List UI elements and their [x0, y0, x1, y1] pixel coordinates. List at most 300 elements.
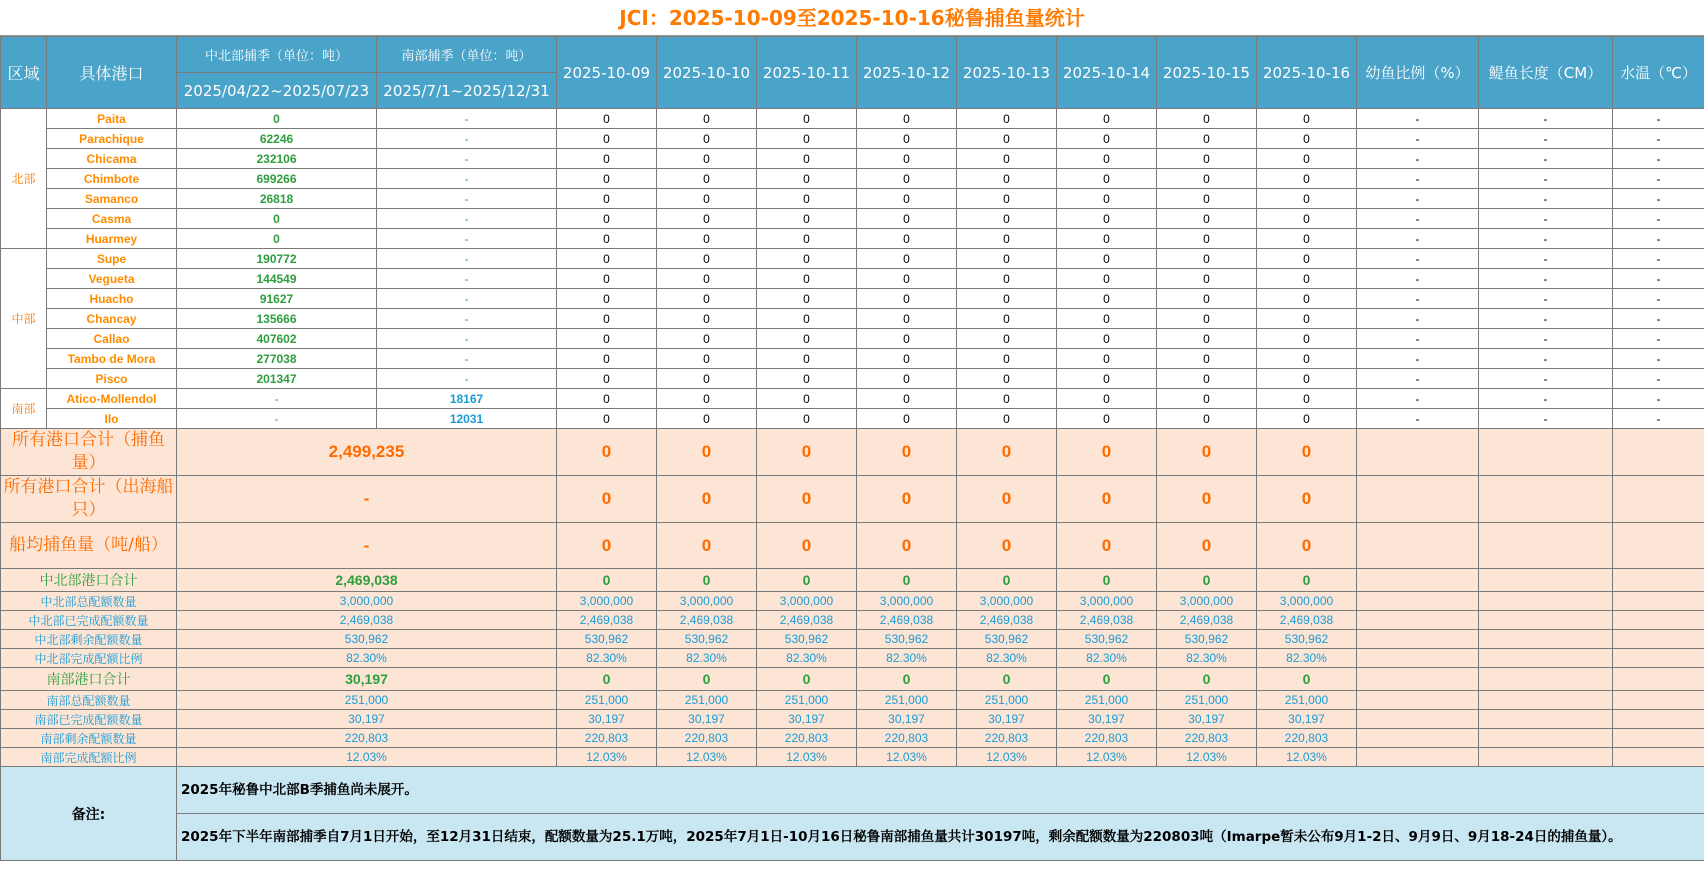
south-season-value: -: [377, 209, 557, 229]
daily-catch: 0: [857, 309, 957, 329]
quota-daily: 530,962: [757, 630, 857, 649]
daily-catch: 0: [557, 369, 657, 389]
daily-catch: 0: [957, 289, 1057, 309]
water-temp: -: [1613, 309, 1704, 329]
total-daily: 0: [957, 476, 1057, 523]
header-north-season: 中北部捕季（单位：吨）: [177, 37, 377, 73]
daily-catch: 0: [557, 289, 657, 309]
empty-cell: [1613, 569, 1704, 592]
daily-catch: 0: [1057, 389, 1157, 409]
daily-catch: 0: [1157, 269, 1257, 289]
total-daily: 0: [757, 476, 857, 523]
subtotal-daily: 0: [657, 569, 757, 592]
total-daily: 0: [557, 429, 657, 476]
subtotal-daily: 0: [1057, 569, 1157, 592]
total-value: -: [177, 523, 557, 569]
port-name: Supe: [47, 249, 177, 269]
daily-catch: 0: [657, 269, 757, 289]
daily-catch: 0: [1057, 349, 1157, 369]
daily-catch: 0: [1257, 369, 1357, 389]
empty-cell: [1357, 611, 1479, 630]
quota-daily: 2,469,038: [1057, 611, 1157, 630]
south-season-value: -: [377, 369, 557, 389]
empty-cell: [1479, 569, 1613, 592]
quota-daily: 3,000,000: [857, 592, 957, 611]
table-row: [1, 229, 1704, 249]
total-value: 2,499,235: [177, 429, 557, 476]
empty-cell: [1613, 476, 1704, 523]
south-season-value: -: [377, 149, 557, 169]
empty-cell: [1357, 748, 1479, 767]
daily-catch: 0: [557, 169, 657, 189]
quota-daily: 220,803: [1057, 729, 1157, 748]
daily-catch: 0: [1157, 249, 1257, 269]
daily-catch: 0: [1257, 129, 1357, 149]
daily-catch: 0: [857, 229, 957, 249]
empty-cell: [1357, 691, 1479, 710]
quota-daily: 82.30%: [1157, 649, 1257, 668]
empty-cell: [1479, 476, 1613, 523]
daily-catch: 0: [957, 209, 1057, 229]
daily-catch: 0: [857, 109, 957, 129]
subtotal-daily: 0: [657, 668, 757, 691]
daily-catch: 0: [1057, 209, 1157, 229]
water-temp: -: [1613, 189, 1704, 209]
port-name: Chicama: [47, 149, 177, 169]
quota-daily: 251,000: [557, 691, 657, 710]
daily-catch: 0: [557, 249, 657, 269]
quota-daily: 220,803: [857, 729, 957, 748]
daily-catch: 0: [657, 369, 757, 389]
subtotal-daily: 0: [957, 569, 1057, 592]
juvenile-ratio: -: [1357, 129, 1479, 149]
header-date: 2025-10-12: [857, 37, 957, 109]
daily-catch: 0: [1257, 149, 1357, 169]
water-temp: -: [1613, 409, 1704, 429]
table-row: [1, 209, 1704, 229]
south-season-value: -: [377, 329, 557, 349]
port-name: Ilo: [47, 409, 177, 429]
empty-cell: [1357, 592, 1479, 611]
anchovy-length: -: [1479, 289, 1613, 309]
quota-daily: 220,803: [757, 729, 857, 748]
north-season-value: 699266: [177, 169, 377, 189]
table-row: [1, 149, 1704, 169]
water-temp: -: [1613, 109, 1704, 129]
daily-catch: 0: [657, 109, 757, 129]
quota-daily: 3,000,000: [557, 592, 657, 611]
water-temp: -: [1613, 209, 1704, 229]
total-row: [1, 429, 1704, 476]
empty-cell: [1479, 668, 1613, 691]
quota-label: 南部剩余配额数量: [1, 729, 177, 748]
total-label: 所有港口合计（出海船只）: [1, 476, 177, 523]
total-daily: 0: [857, 429, 957, 476]
daily-catch: 0: [557, 149, 657, 169]
anchovy-length: -: [1479, 209, 1613, 229]
quota-daily: 251,000: [757, 691, 857, 710]
empty-cell: [1613, 611, 1704, 630]
daily-catch: 0: [557, 129, 657, 149]
quota-value: 530,962: [177, 630, 557, 649]
quota-daily: 12.03%: [957, 748, 1057, 767]
anchovy-length: -: [1479, 389, 1613, 409]
daily-catch: 0: [757, 389, 857, 409]
daily-catch: 0: [857, 409, 957, 429]
header-date: 2025-10-13: [957, 37, 1057, 109]
water-temp: -: [1613, 229, 1704, 249]
daily-catch: 0: [1157, 229, 1257, 249]
table-row: [1, 249, 1704, 269]
south-season-value: -: [377, 129, 557, 149]
page-title: JCI：2025-10-09至2025-10-16秘鲁捕鱼量统计: [0, 0, 1704, 36]
quota-daily: 30,197: [757, 710, 857, 729]
table-row: [1, 289, 1704, 309]
quota-daily: 220,803: [1257, 729, 1357, 748]
total-daily: 0: [957, 523, 1057, 569]
daily-catch: 0: [657, 169, 757, 189]
quota-daily: 30,197: [1157, 710, 1257, 729]
daily-catch: 0: [657, 409, 757, 429]
anchovy-length: -: [1479, 329, 1613, 349]
daily-catch: 0: [1257, 229, 1357, 249]
subtotal-label: 中北部港口合计: [1, 569, 177, 592]
port-name: Parachique: [47, 129, 177, 149]
quota-row: [1, 691, 1704, 710]
empty-cell: [1357, 649, 1479, 668]
daily-catch: 0: [1157, 349, 1257, 369]
table-row: [1, 109, 1704, 129]
daily-catch: 0: [557, 329, 657, 349]
daily-catch: 0: [957, 129, 1057, 149]
daily-catch: 0: [657, 209, 757, 229]
empty-cell: [1357, 476, 1479, 523]
juvenile-ratio: -: [1357, 409, 1479, 429]
quota-row: [1, 729, 1704, 748]
daily-catch: 0: [1157, 109, 1257, 129]
table-row: [1, 309, 1704, 329]
table-row: [1, 329, 1704, 349]
daily-catch: 0: [1057, 169, 1157, 189]
juvenile-ratio: -: [1357, 149, 1479, 169]
quota-daily: 220,803: [557, 729, 657, 748]
quota-daily: 2,469,038: [1257, 611, 1357, 630]
north-season-value: 0: [177, 209, 377, 229]
subtotal-daily: 0: [857, 569, 957, 592]
north-season-value: 91627: [177, 289, 377, 309]
quota-daily: 251,000: [857, 691, 957, 710]
note-line: 2025年秘鲁中北部B季捕鱼尚未展开。: [177, 767, 1704, 814]
daily-catch: 0: [657, 149, 757, 169]
quota-daily: 82.30%: [757, 649, 857, 668]
empty-cell: [1357, 569, 1479, 592]
empty-cell: [1479, 691, 1613, 710]
anchovy-length: -: [1479, 149, 1613, 169]
total-label: 所有港口合计（捕鱼量）: [1, 429, 177, 476]
juvenile-ratio: -: [1357, 369, 1479, 389]
total-label: 船均捕鱼量（吨/船）: [1, 523, 177, 569]
quota-daily: 12.03%: [1157, 748, 1257, 767]
catch-table: [0, 36, 1704, 861]
water-temp: -: [1613, 129, 1704, 149]
daily-catch: 0: [1157, 169, 1257, 189]
total-daily: 0: [1257, 476, 1357, 523]
total-daily: 0: [757, 523, 857, 569]
daily-catch: 0: [1157, 289, 1257, 309]
daily-catch: 0: [657, 289, 757, 309]
quota-daily: 12.03%: [557, 748, 657, 767]
empty-cell: [1357, 729, 1479, 748]
quota-daily: 82.30%: [857, 649, 957, 668]
north-season-value: 190772: [177, 249, 377, 269]
empty-cell: [1479, 729, 1613, 748]
daily-catch: 0: [557, 189, 657, 209]
anchovy-length: -: [1479, 229, 1613, 249]
total-value: -: [177, 476, 557, 523]
daily-catch: 0: [657, 329, 757, 349]
daily-catch: 0: [1257, 169, 1357, 189]
south-season-value: -: [377, 349, 557, 369]
daily-catch: 0: [957, 169, 1057, 189]
north-season-value: 277038: [177, 349, 377, 369]
quota-label: 南部总配额数量: [1, 691, 177, 710]
quota-daily: 2,469,038: [857, 611, 957, 630]
daily-catch: 0: [957, 409, 1057, 429]
total-daily: 0: [857, 523, 957, 569]
daily-catch: 0: [757, 129, 857, 149]
daily-catch: 0: [657, 229, 757, 249]
juvenile-ratio: -: [1357, 329, 1479, 349]
empty-cell: [1613, 668, 1704, 691]
total-daily: 0: [757, 429, 857, 476]
table-row: [1, 369, 1704, 389]
quota-daily: 220,803: [1157, 729, 1257, 748]
total-daily: 0: [657, 429, 757, 476]
quota-daily: 2,469,038: [657, 611, 757, 630]
anchovy-length: -: [1479, 349, 1613, 369]
daily-catch: 0: [1157, 369, 1257, 389]
daily-catch: 0: [857, 289, 957, 309]
daily-catch: 0: [957, 109, 1057, 129]
total-daily: 0: [657, 476, 757, 523]
subtotal-daily: 0: [757, 569, 857, 592]
port-name: Callao: [47, 329, 177, 349]
south-season-value: -: [377, 189, 557, 209]
juvenile-ratio: -: [1357, 209, 1479, 229]
empty-cell: [1479, 611, 1613, 630]
header-north-period: 2025/04/22~2025/07/23: [177, 73, 377, 109]
south-season-value: -: [377, 229, 557, 249]
daily-catch: 0: [1057, 189, 1157, 209]
daily-catch: 0: [1057, 269, 1157, 289]
total-daily: 0: [1157, 429, 1257, 476]
quota-daily: 3,000,000: [657, 592, 757, 611]
daily-catch: 0: [757, 109, 857, 129]
empty-cell: [1357, 668, 1479, 691]
empty-cell: [1613, 710, 1704, 729]
daily-catch: 0: [857, 329, 957, 349]
daily-catch: 0: [857, 129, 957, 149]
header-date: 2025-10-15: [1157, 37, 1257, 109]
daily-catch: 0: [757, 409, 857, 429]
empty-cell: [1479, 649, 1613, 668]
quota-daily: 3,000,000: [1257, 592, 1357, 611]
quota-daily: 82.30%: [657, 649, 757, 668]
daily-catch: 0: [757, 349, 857, 369]
subtotal-value: 2,469,038: [177, 569, 557, 592]
subtotal-daily: 0: [1257, 668, 1357, 691]
quota-daily: 12.03%: [857, 748, 957, 767]
quota-daily: 251,000: [1057, 691, 1157, 710]
water-temp: -: [1613, 349, 1704, 369]
north-season-value: 135666: [177, 309, 377, 329]
daily-catch: 0: [857, 189, 957, 209]
port-name: Chimbote: [47, 169, 177, 189]
quota-daily: 30,197: [957, 710, 1057, 729]
empty-cell: [1479, 748, 1613, 767]
empty-cell: [1479, 429, 1613, 476]
quota-daily: 2,469,038: [1157, 611, 1257, 630]
subtotal-daily: 0: [1157, 668, 1257, 691]
subtotal-label: 南部港口合计: [1, 668, 177, 691]
table-row: [1, 349, 1704, 369]
quota-daily: 251,000: [1257, 691, 1357, 710]
daily-catch: 0: [1257, 349, 1357, 369]
daily-catch: 0: [957, 389, 1057, 409]
port-name: Vegueta: [47, 269, 177, 289]
anchovy-length: -: [1479, 249, 1613, 269]
subtotal-daily: 0: [557, 668, 657, 691]
subtotal-row: [1, 668, 1704, 691]
quota-daily: 82.30%: [1057, 649, 1157, 668]
table-row: [1, 409, 1704, 429]
quota-daily: 2,469,038: [957, 611, 1057, 630]
north-season-value: 0: [177, 229, 377, 249]
quota-daily: 3,000,000: [1057, 592, 1157, 611]
daily-catch: 0: [757, 369, 857, 389]
quota-daily: 251,000: [1157, 691, 1257, 710]
daily-catch: 0: [557, 309, 657, 329]
daily-catch: 0: [557, 109, 657, 129]
juvenile-ratio: -: [1357, 269, 1479, 289]
total-daily: 0: [657, 523, 757, 569]
north-season-value: 144549: [177, 269, 377, 289]
quota-daily: 251,000: [657, 691, 757, 710]
empty-cell: [1613, 729, 1704, 748]
quota-daily: 530,962: [857, 630, 957, 649]
header-date: 2025-10-16: [1257, 37, 1357, 109]
daily-catch: 0: [657, 249, 757, 269]
daily-catch: 0: [757, 249, 857, 269]
juvenile-ratio: -: [1357, 309, 1479, 329]
north-season-value: 26818: [177, 189, 377, 209]
quota-daily: 12.03%: [657, 748, 757, 767]
daily-catch: 0: [1057, 249, 1157, 269]
daily-catch: 0: [1157, 189, 1257, 209]
quota-daily: 82.30%: [557, 649, 657, 668]
quota-daily: 3,000,000: [957, 592, 1057, 611]
empty-cell: [1479, 592, 1613, 611]
quota-label: 中北部完成配额比例: [1, 649, 177, 668]
daily-catch: 0: [1057, 329, 1157, 349]
empty-cell: [1357, 630, 1479, 649]
daily-catch: 0: [1157, 409, 1257, 429]
port-name: Casma: [47, 209, 177, 229]
daily-catch: 0: [757, 189, 857, 209]
quota-label: 南部完成配额比例: [1, 748, 177, 767]
daily-catch: 0: [557, 209, 657, 229]
empty-cell: [1613, 592, 1704, 611]
anchovy-length: -: [1479, 109, 1613, 129]
water-temp: -: [1613, 289, 1704, 309]
table-row: [1, 269, 1704, 289]
subtotal-daily: 0: [1157, 569, 1257, 592]
subtotal-daily: 0: [1057, 668, 1157, 691]
quota-label: 中北部已完成配额数量: [1, 611, 177, 630]
water-temp: -: [1613, 149, 1704, 169]
quota-daily: 2,469,038: [557, 611, 657, 630]
subtotal-daily: 0: [1257, 569, 1357, 592]
empty-cell: [1613, 429, 1704, 476]
anchovy-length: -: [1479, 269, 1613, 289]
daily-catch: 0: [857, 389, 957, 409]
water-temp: -: [1613, 169, 1704, 189]
daily-catch: 0: [657, 189, 757, 209]
daily-catch: 0: [1257, 289, 1357, 309]
empty-cell: [1613, 748, 1704, 767]
total-row: [1, 476, 1704, 523]
south-season-value: -: [377, 269, 557, 289]
quota-row: [1, 710, 1704, 729]
daily-catch: 0: [1257, 189, 1357, 209]
daily-catch: 0: [1057, 309, 1157, 329]
daily-catch: 0: [757, 269, 857, 289]
quota-daily: 220,803: [957, 729, 1057, 748]
subtotal-daily: 0: [957, 668, 1057, 691]
daily-catch: 0: [957, 249, 1057, 269]
daily-catch: 0: [1057, 369, 1157, 389]
juvenile-ratio: -: [1357, 289, 1479, 309]
quota-daily: 3,000,000: [1157, 592, 1257, 611]
header-juvenile: 幼鱼比例（%）: [1357, 37, 1479, 109]
daily-catch: 0: [957, 369, 1057, 389]
header-date: 2025-10-11: [757, 37, 857, 109]
total-daily: 0: [557, 476, 657, 523]
total-daily: 0: [1057, 523, 1157, 569]
header-temp: 水温（℃）: [1613, 37, 1704, 109]
daily-catch: 0: [1157, 329, 1257, 349]
total-daily: 0: [1257, 429, 1357, 476]
north-season-value: -: [177, 409, 377, 429]
quota-daily: 530,962: [1257, 630, 1357, 649]
daily-catch: 0: [757, 169, 857, 189]
empty-cell: [1357, 523, 1479, 569]
water-temp: -: [1613, 329, 1704, 349]
quota-daily: 30,197: [857, 710, 957, 729]
header-region: 区域: [1, 37, 47, 109]
anchovy-length: -: [1479, 409, 1613, 429]
quota-label: 中北部总配额数量: [1, 592, 177, 611]
daily-catch: 0: [1157, 129, 1257, 149]
daily-catch: 0: [1257, 329, 1357, 349]
daily-catch: 0: [1057, 149, 1157, 169]
daily-catch: 0: [757, 329, 857, 349]
juvenile-ratio: -: [1357, 389, 1479, 409]
header-port: 具体港口: [47, 37, 177, 109]
table-row: [1, 189, 1704, 209]
quota-daily: 2,469,038: [757, 611, 857, 630]
quota-value: 220,803: [177, 729, 557, 748]
